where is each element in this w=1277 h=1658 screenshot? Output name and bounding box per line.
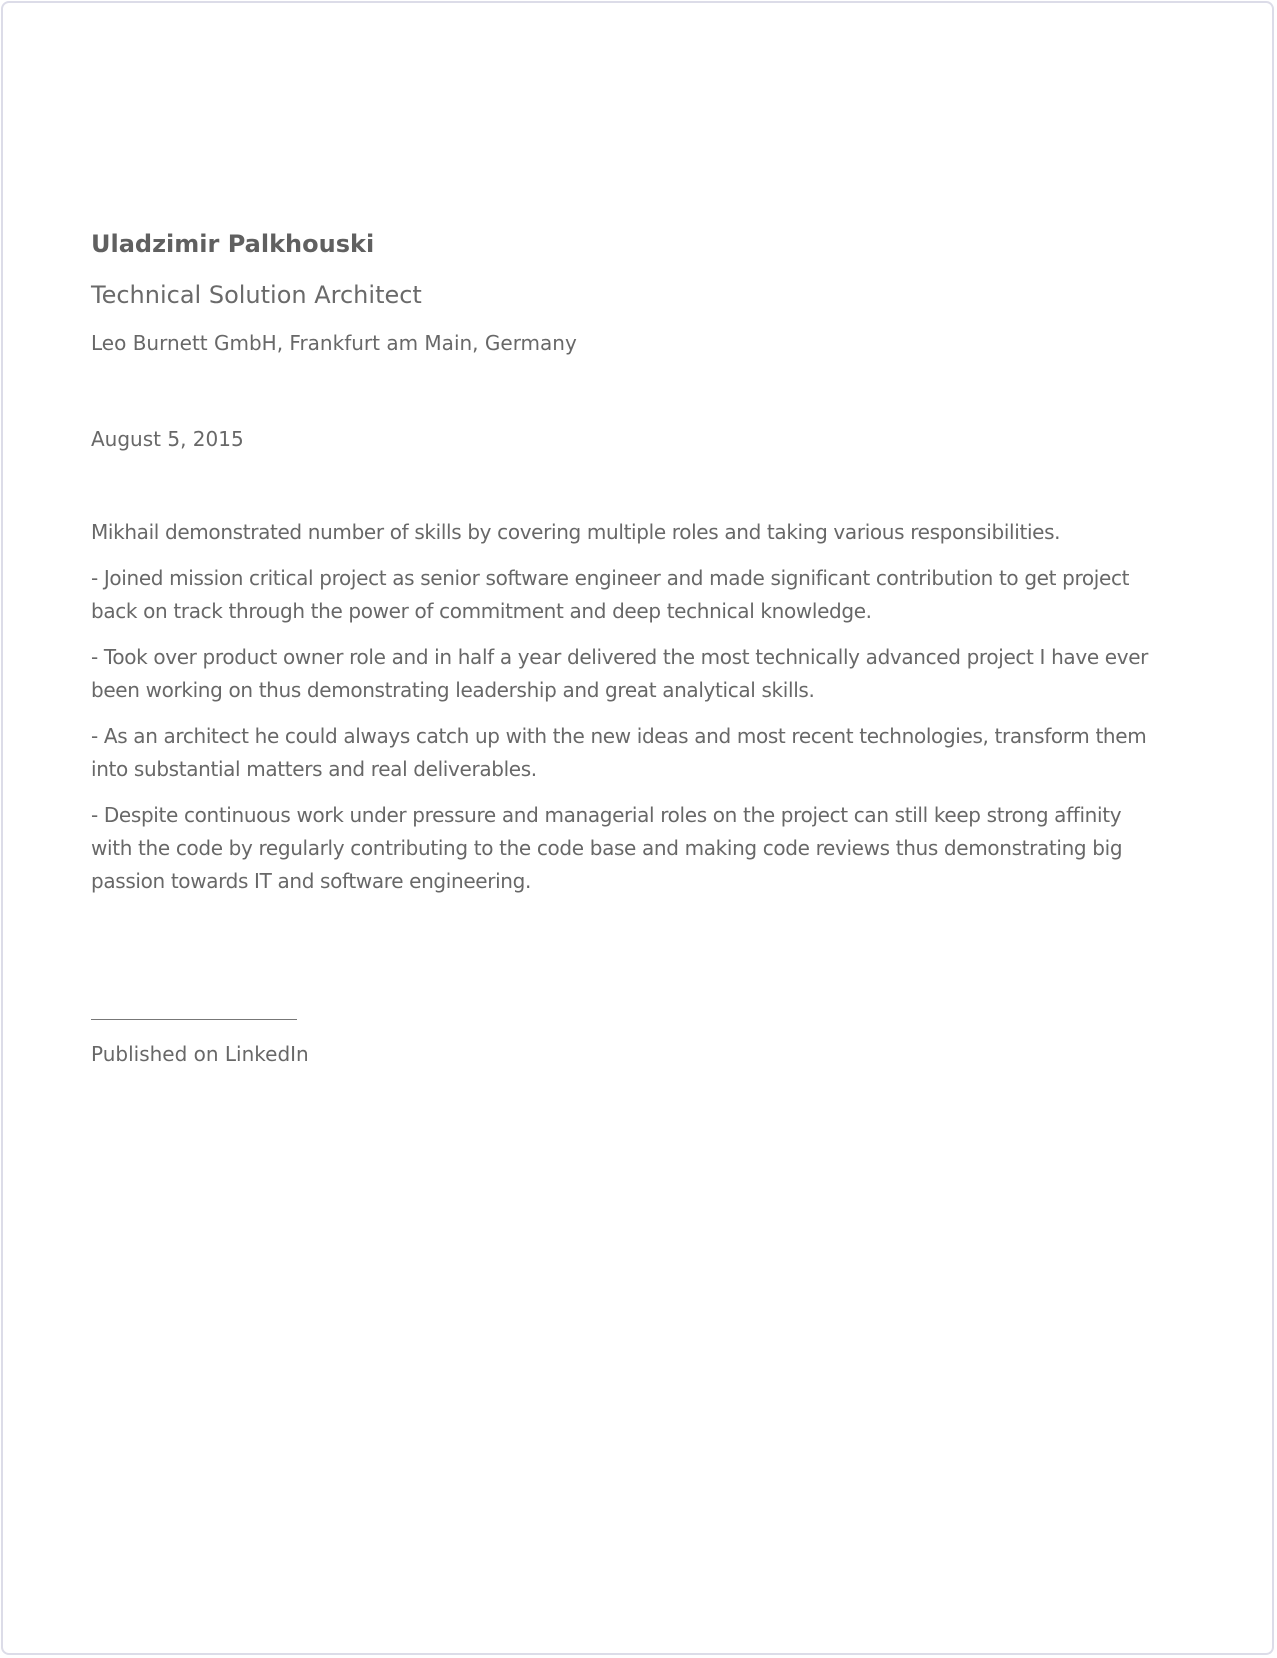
letter-paragraph: - As an architect he could always catch up with the new ideas and most recent technologies, transform them into substantial matters and real deliverables. xyxy=(91,724,1147,781)
author-company: Leo Burnett GmbH, Frankfurt am Main, Germany xyxy=(91,331,577,355)
author-name: Uladzimir Palkhouski xyxy=(91,230,375,258)
letter-date: August 5, 2015 xyxy=(91,427,244,451)
letter-paragraph: - Joined mission critical project as senior software engineer and made significant contribution to get project back on track through the power of commitment and deep technical knowledge. xyxy=(91,566,1130,623)
letter-paragraph: Mikhail demonstrated number of skills by covering multiple roles and taking various responsibilities. xyxy=(91,520,1061,544)
published-on-linkedin: Published on LinkedIn xyxy=(91,1042,309,1066)
letter-body xyxy=(91,516,1161,898)
letter-paragraph: - Took over product owner role and in half a year delivered the most technically advanced project I have ever been working on thus demonstrating leadership and great analytical skills. xyxy=(91,645,1149,702)
recommendation-letter-page xyxy=(1,1,1274,1655)
recommendation-letter xyxy=(91,229,1161,1067)
author-title: Technical Solution Architect xyxy=(91,281,422,309)
signature-divider xyxy=(91,1019,297,1020)
letter-paragraph: - Despite continuous work under pressure and managerial roles on the project can still keep strong affinity with the code by regularly contributing to the code base and making code reviews thus demonstrating big passion towards IT and software engineering. xyxy=(91,803,1123,893)
